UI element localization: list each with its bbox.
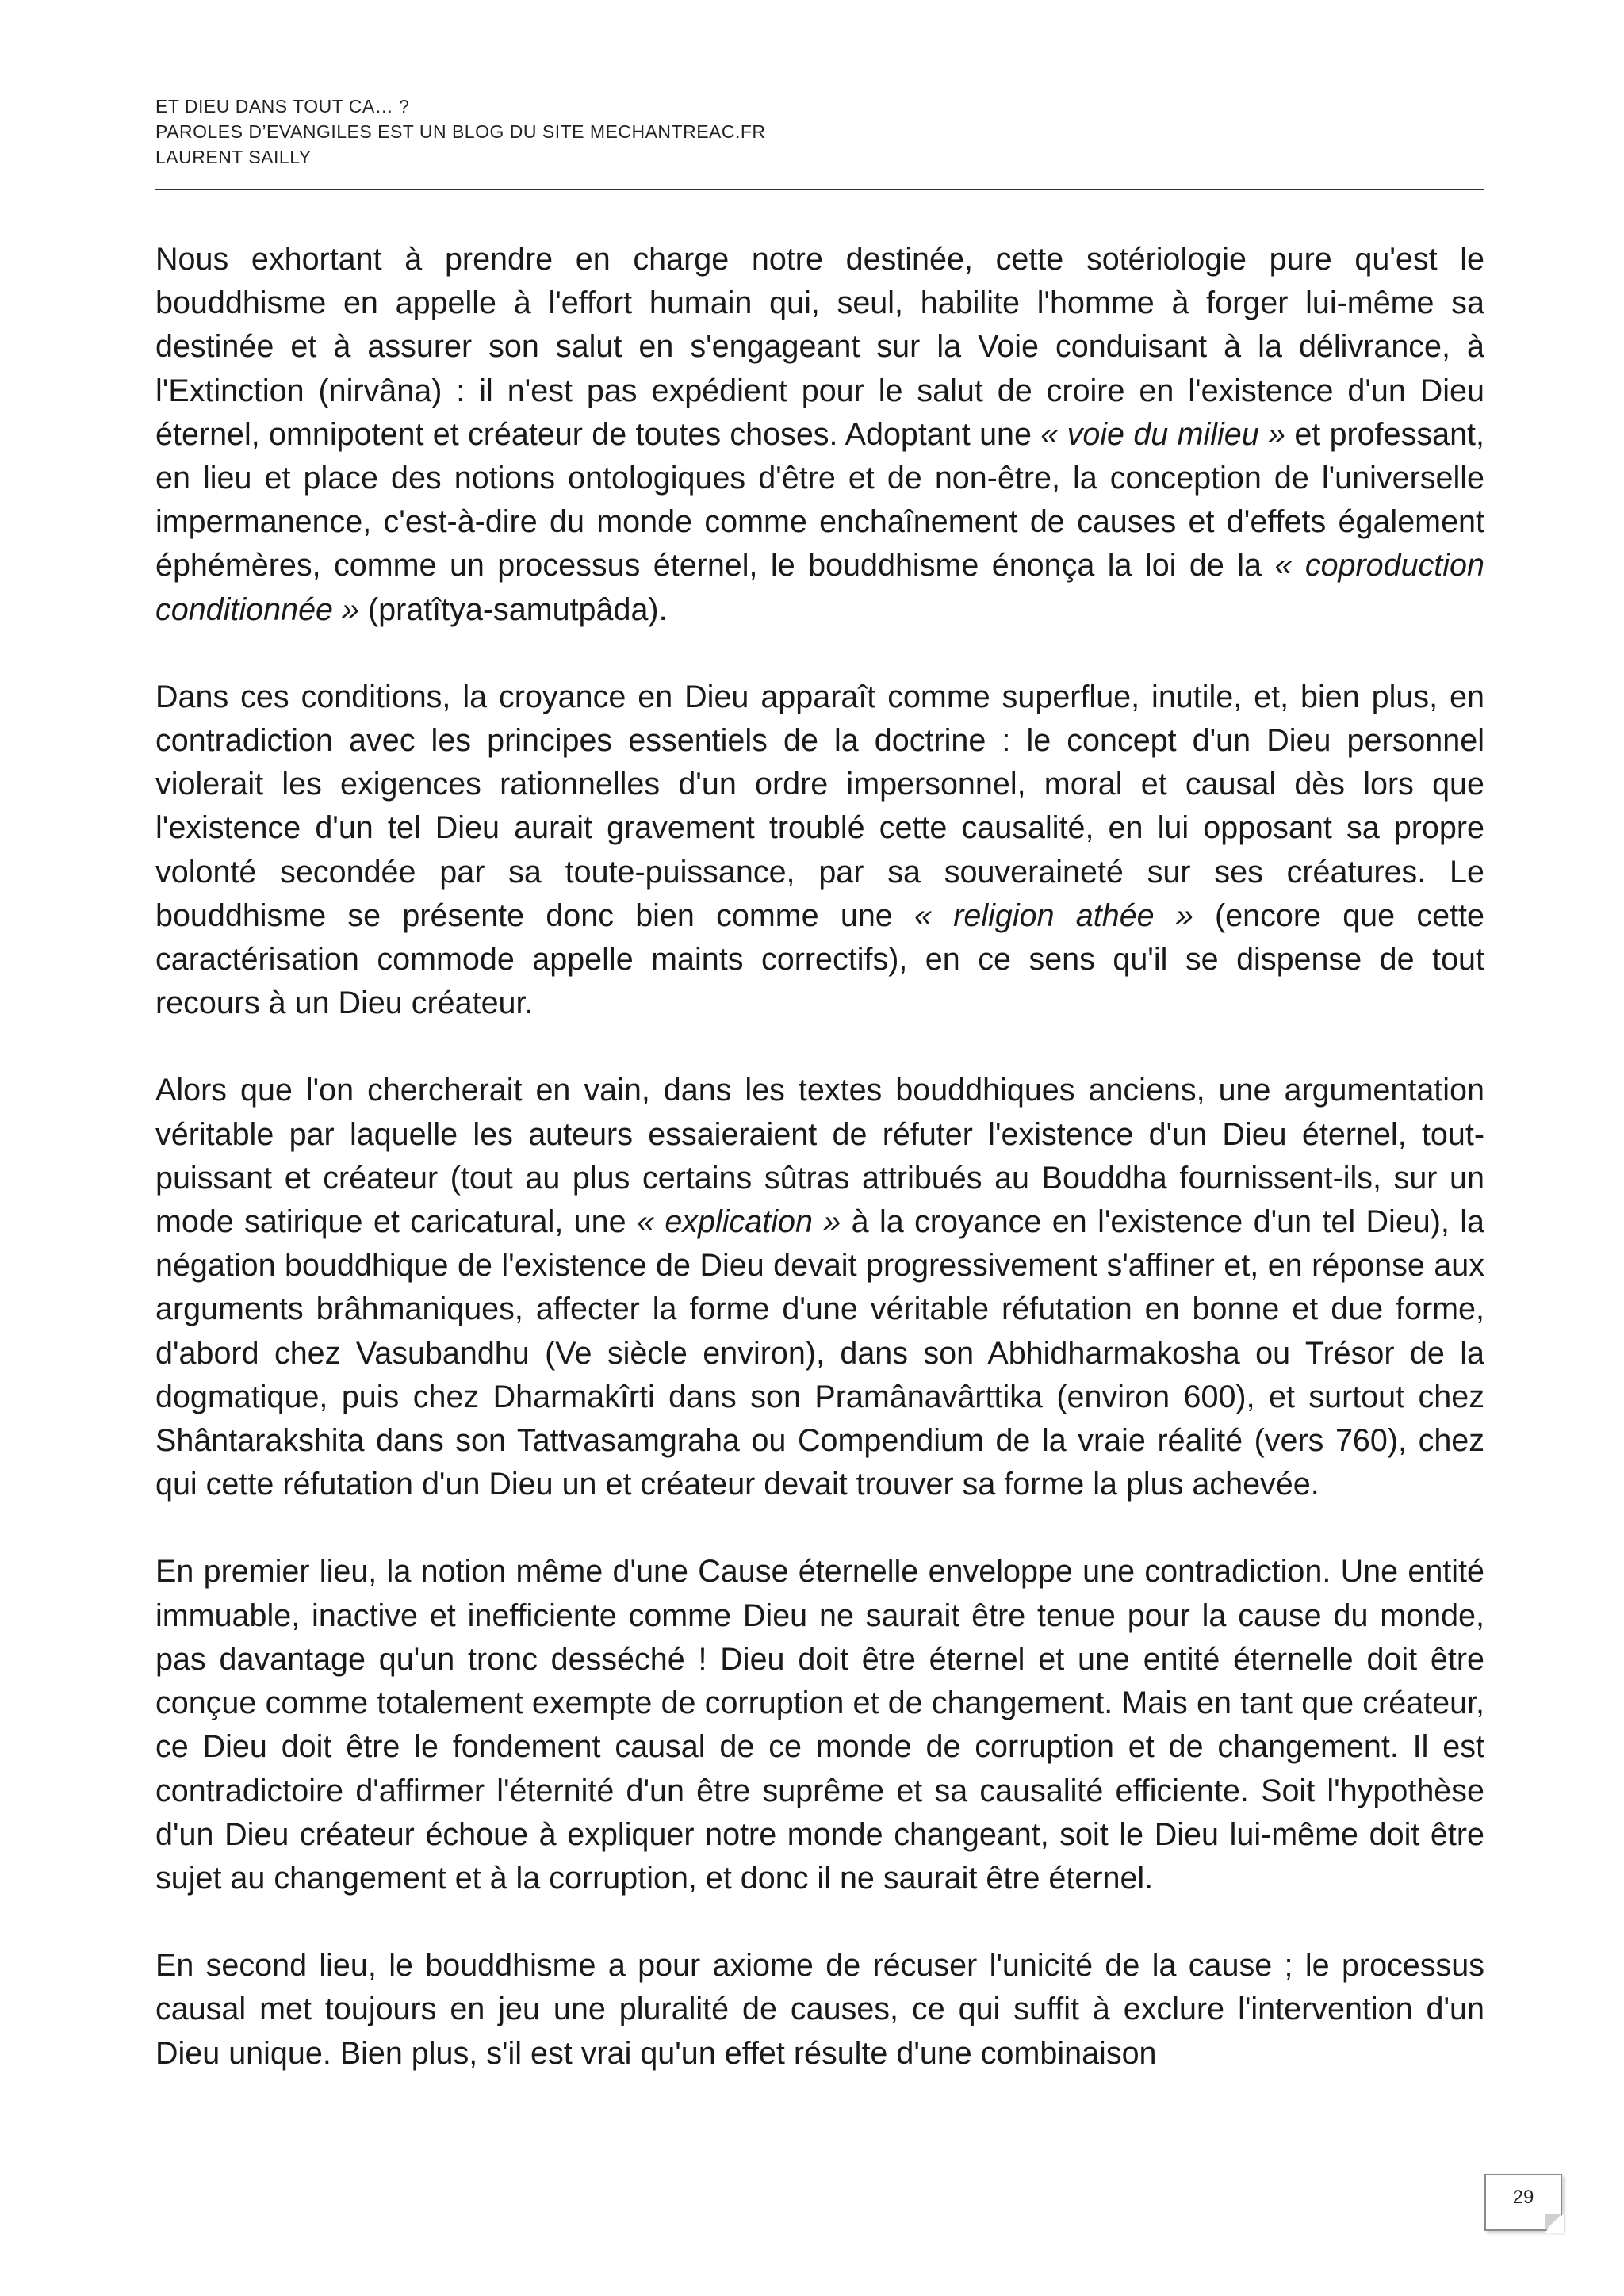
header-rule xyxy=(155,189,1484,190)
header-line-title: ET DIEU DANS TOUT CA… ? xyxy=(155,96,410,117)
paragraph-3 xyxy=(155,1069,1484,1506)
paragraph-3-text-b: à la croyance en l'existence d'un tel Dieu), la négation bouddhique de l'existence de Dieu devait progressivement s'affiner et, en réponse aux arguments brâhmaniques, affecter la forme d'une véritable réfutation en bonne et due forme, d'abord chez Vasubandhu (Ve siècle environ), dans son Abhidharmakosha ou Trésor de la dogmatique, puis chez Dharmakîrti dans son Pramânavârttika (environ 600), et surtout chez Shântarakshita dans son Tattvasamgraha ou Compendium de la vraie réalité (vers 760), chez qui cette réfutation d'un Dieu un et créateur devait trouver sa forme la plus achevée. xyxy=(155,1204,1485,1502)
paragraph-1-text-c: (pratîtya-samutpâda). xyxy=(358,591,668,627)
paragraph-3-quote-explication: « explication » xyxy=(636,1204,841,1240)
header-line-blog: PAROLES D’EVANGILES EST UN BLOG DU SITE MECHANTREAC.FR xyxy=(155,121,766,142)
paragraph-2-text-a: Dans ces conditions, la croyance en Dieu apparaît comme superflue, inutile, et, bien plus, en contradiction avec les principes essentiels de la doctrine : le concept d'un Dieu personnel violerait les exigences rationnelles d'un ordre impersonnel, moral et causal dès lors que l'existence d'un tel Dieu aurait gravement troublé cette causalité, en lui opposant sa propre volonté secondée par sa toute-puissance, par sa souveraineté sur ses créatures. Le bouddhisme se présente donc bien comme une xyxy=(155,679,1484,933)
header-line-author: LAURENT SAILLY xyxy=(155,147,312,167)
paragraph-2 xyxy=(155,675,1484,1026)
body-text xyxy=(155,238,1484,2076)
paragraph-4: En premier lieu, la notion même d'une Cause éternelle enveloppe une contradiction. Une entité immuable, inactive et inefficiente comme Dieu ne saurait être tenue pour la cause du monde, pas davantage qu'un tronc desséché ! Dieu doit être éternel et une entité éternelle doit être conçue comme totalement exempte de corruption et de changement. Mais en tant que créateur, ce Dieu doit être le fondement causal de ce monde de corruption et de changement. Il est contradictoire d'affirmer l'éternité d'un être suprême et sa causalité efficiente. Soit l'hypothèse d'un Dieu créateur échoue à expliquer notre monde changeant, soit le Dieu lui-même doit être sujet au changement et à la corruption, et donc il ne saurait être éternel. xyxy=(155,1554,1484,1896)
paragraph-1-text-a: Nous exhortant à prendre en charge notre destinée, cette sotériologie pure qu'est le bouddhisme en appelle à l'effort humain qui, seul, habilite l'homme à forger lui-même sa destinée et à assurer son salut en s'engageant sur la Voie conduisant à la délivrance, à l'Extinction (nirvâna) : il n'est pas expédient pour le salut de croire en l'existence d'un Dieu éternel, omnipotent et créateur de toutes choses. Adoptant une xyxy=(155,242,1484,452)
page-number: 29 xyxy=(1512,2187,1534,2208)
paragraph-1-quote-coproduction: « coproduction conditionnée » xyxy=(155,548,1484,627)
paragraph-2-text-b: (encore que cette caractérisation commode appelle maints correctifs), en ce sens qu'il se dispense de tout recours à un Dieu créateur. xyxy=(155,897,1484,1021)
paragraph-1-text-b: et professant, en lieu et place des notions ontologiques d'être et de non-être, la conception de l'universelle impermanence, c'est-à-dire du monde comme enchaînement de causes et d'effets également éphémères, comme un processus éternel, le bouddhisme énonça la loi de la xyxy=(155,416,1484,584)
page-curl-shadow xyxy=(1545,2214,1562,2231)
page-number-box xyxy=(1484,2174,1562,2231)
paragraph-2-quote-religion: « religion athée » xyxy=(914,897,1193,933)
paragraph-3-text-a: Alors que l'on chercherait en vain, dans les textes bouddhiques anciens, une argumentation véritable par laquelle les auteurs essaieraient de réfuter l'existence d'un Dieu éternel, tout-puissant et créateur (tout au plus certains sûtras attribués au Bouddha fournissent-ils, sur un mode satirique et caricatural, une xyxy=(155,1073,1484,1240)
running-header xyxy=(155,94,1484,170)
paragraph-1-quote-voie: « voie du milieu » xyxy=(1040,416,1286,452)
paragraph-5: En second lieu, le bouddhisme a pour axiome de récuser l'unicité de la cause ; le processus causal met toujours en jeu une pluralité de causes, ce qui suffit à exclure l'intervention d'un Dieu unique. Bien plus, s'il est vrai qu'un effet résulte d'une combinaison xyxy=(155,1948,1484,2071)
paragraph-1 xyxy=(155,238,1484,632)
